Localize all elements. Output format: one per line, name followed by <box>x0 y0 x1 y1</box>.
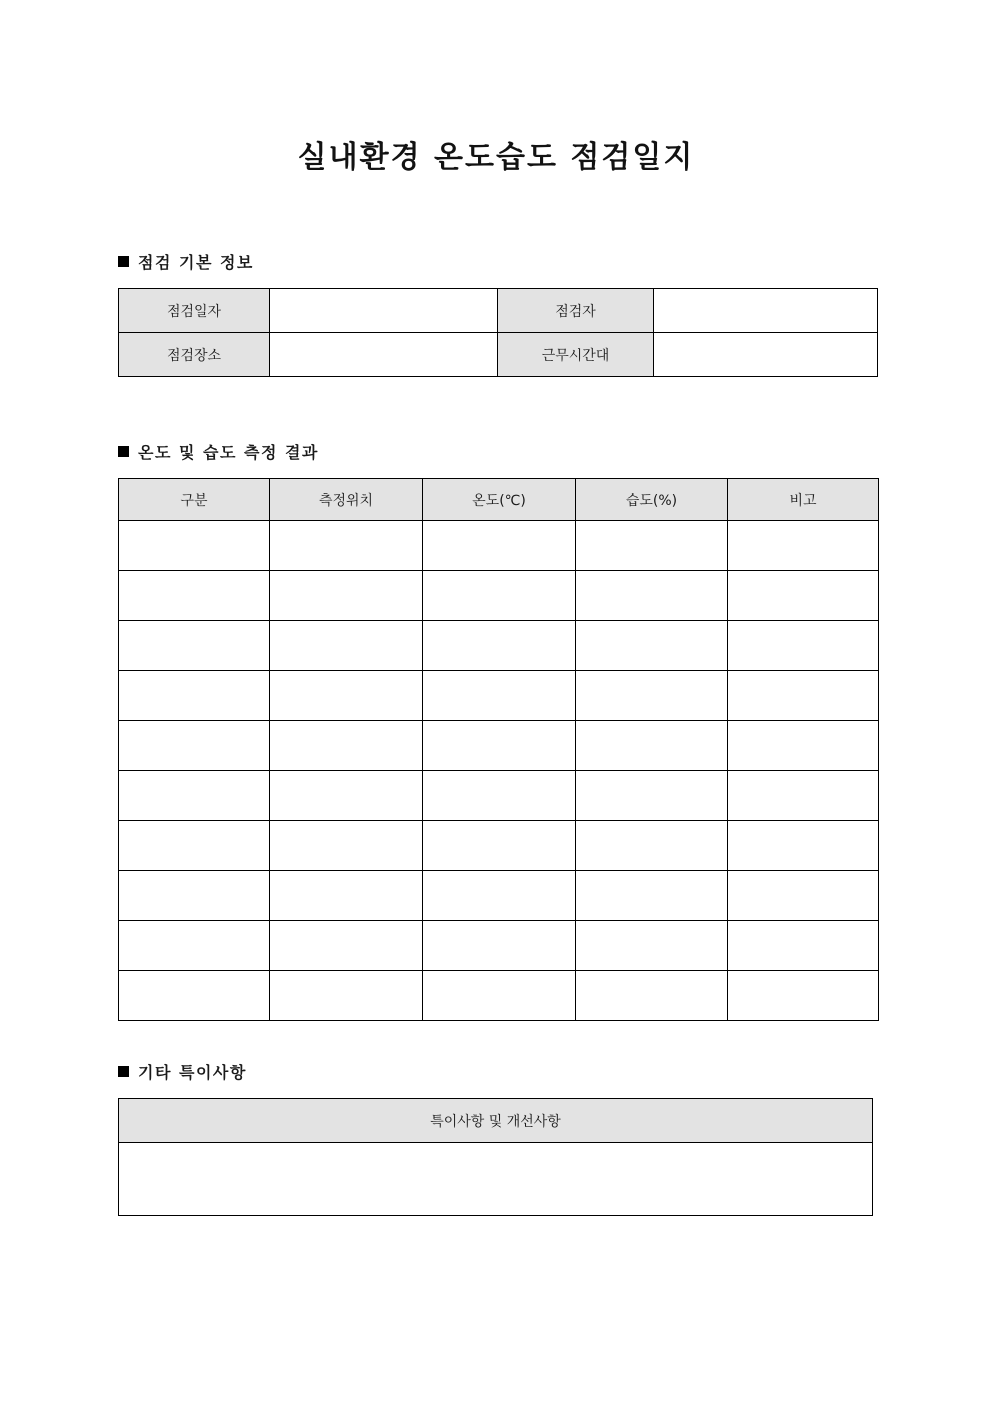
section-heading-basic-info-label: 점검 기본 정보 <box>138 253 254 272</box>
notes-table <box>118 1098 873 1216</box>
square-bullet-icon <box>118 1066 129 1077</box>
work-time-field[interactable] <box>654 333 878 377</box>
cell-temperature[interactable] <box>423 871 576 921</box>
cell-remarks[interactable] <box>728 971 879 1021</box>
cell-location[interactable] <box>270 921 423 971</box>
table-header-row <box>119 1099 873 1143</box>
cell-category[interactable] <box>119 721 270 771</box>
section-heading-notes-label: 기타 특이사항 <box>138 1063 247 1082</box>
inspector-label: 점검자 <box>498 289 654 333</box>
section-heading-measurement <box>118 440 319 463</box>
column-header-temperature: 온도(℃) <box>423 479 576 521</box>
cell-category[interactable] <box>119 621 270 671</box>
cell-category[interactable] <box>119 521 270 571</box>
cell-category[interactable] <box>119 571 270 621</box>
table-row <box>119 289 878 333</box>
cell-remarks[interactable] <box>728 621 879 671</box>
square-bullet-icon <box>118 256 129 267</box>
cell-humidity[interactable] <box>576 771 728 821</box>
cell-remarks[interactable] <box>728 771 879 821</box>
cell-temperature[interactable] <box>423 721 576 771</box>
cell-location[interactable] <box>270 771 423 821</box>
cell-humidity[interactable] <box>576 621 728 671</box>
inspection-location-field[interactable] <box>270 333 498 377</box>
cell-temperature[interactable] <box>423 621 576 671</box>
cell-temperature[interactable] <box>423 821 576 871</box>
cell-temperature[interactable] <box>423 671 576 721</box>
table-row <box>119 821 879 871</box>
table-row <box>119 333 878 377</box>
cell-category[interactable] <box>119 771 270 821</box>
cell-remarks[interactable] <box>728 921 879 971</box>
page-title: 실내환경 온도습도 점검일지 <box>297 140 695 175</box>
cell-humidity[interactable] <box>576 821 728 871</box>
column-header-category: 구분 <box>119 479 270 521</box>
inspection-date-field[interactable] <box>270 289 498 333</box>
cell-location[interactable] <box>270 521 423 571</box>
notes-input-area[interactable] <box>119 1143 873 1216</box>
table-row <box>119 621 879 671</box>
square-bullet-icon <box>118 446 129 457</box>
cell-location[interactable] <box>270 871 423 921</box>
cell-location[interactable] <box>270 971 423 1021</box>
cell-remarks[interactable] <box>728 821 879 871</box>
cell-category[interactable] <box>119 921 270 971</box>
cell-humidity[interactable] <box>576 521 728 571</box>
table-row <box>119 771 879 821</box>
inspector-field[interactable] <box>654 289 878 333</box>
basic-info-table <box>118 288 878 377</box>
cell-temperature[interactable] <box>423 971 576 1021</box>
table-row <box>119 971 879 1021</box>
table-row <box>119 1143 873 1216</box>
cell-category[interactable] <box>119 971 270 1021</box>
cell-humidity[interactable] <box>576 921 728 971</box>
table-row <box>119 721 879 771</box>
cell-temperature[interactable] <box>423 521 576 571</box>
cell-location[interactable] <box>270 571 423 621</box>
cell-category[interactable] <box>119 671 270 721</box>
table-row <box>119 921 879 971</box>
measurement-table <box>118 478 879 1021</box>
cell-location[interactable] <box>270 721 423 771</box>
cell-temperature[interactable] <box>423 771 576 821</box>
cell-temperature[interactable] <box>423 571 576 621</box>
cell-location[interactable] <box>270 671 423 721</box>
cell-humidity[interactable] <box>576 871 728 921</box>
section-heading-measurement-label: 온도 및 습도 측정 결과 <box>138 443 319 462</box>
inspection-date-label: 점검일자 <box>119 289 270 333</box>
inspection-location-label: 점검장소 <box>119 333 270 377</box>
column-header-remarks: 비고 <box>728 479 879 521</box>
table-header-row <box>119 479 879 521</box>
cell-location[interactable] <box>270 621 423 671</box>
table-row <box>119 521 879 571</box>
cell-remarks[interactable] <box>728 671 879 721</box>
cell-humidity[interactable] <box>576 571 728 621</box>
column-header-notes: 특이사항 및 개선사항 <box>119 1099 873 1143</box>
cell-location[interactable] <box>270 821 423 871</box>
cell-remarks[interactable] <box>728 871 879 921</box>
cell-category[interactable] <box>119 821 270 871</box>
cell-remarks[interactable] <box>728 521 879 571</box>
cell-humidity[interactable] <box>576 971 728 1021</box>
section-heading-notes <box>118 1060 247 1083</box>
table-row <box>119 671 879 721</box>
cell-humidity[interactable] <box>576 671 728 721</box>
cell-category[interactable] <box>119 871 270 921</box>
column-header-humidity: 습도(%) <box>576 479 728 521</box>
cell-humidity[interactable] <box>576 721 728 771</box>
cell-temperature[interactable] <box>423 921 576 971</box>
section-heading-basic-info <box>118 250 254 273</box>
cell-remarks[interactable] <box>728 721 879 771</box>
measurement-table-body <box>119 521 879 1021</box>
work-time-label: 근무시간대 <box>498 333 654 377</box>
column-header-location: 측정위치 <box>270 479 423 521</box>
table-row <box>119 571 879 621</box>
table-row <box>119 871 879 921</box>
cell-remarks[interactable] <box>728 571 879 621</box>
